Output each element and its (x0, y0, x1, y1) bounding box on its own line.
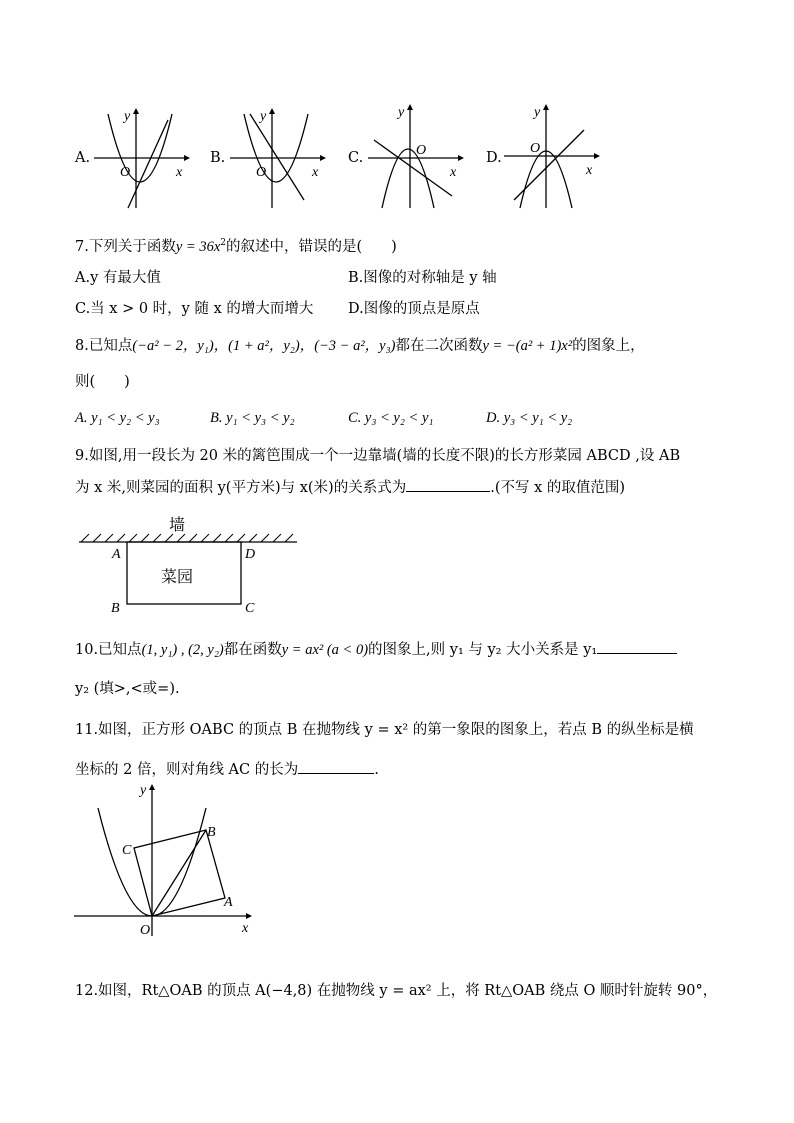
q7-option-a: A.y 有最大值 (75, 270, 161, 286)
origin-label: O (530, 141, 541, 156)
graph-option-a (92, 100, 202, 210)
q7-option-b: B.图像的对称轴是 y 轴 (348, 270, 497, 286)
point-d-label: D (245, 547, 256, 562)
q8-option-b: B. y₁ < y₃ < y₂ (210, 410, 295, 426)
answer-blank[interactable] (298, 759, 374, 774)
parabola-square-diagram (72, 780, 262, 940)
garden-diagram (75, 508, 305, 620)
option-label-b: B. (210, 150, 226, 166)
x-axis-label: x (312, 165, 319, 180)
wall-label: 墙 (169, 517, 186, 534)
q10-line1: 10.已知点(1, y₁) , (2, y₂)都在函数y = ax² (a < 0)的图象上,则 y₁ 与 y₂ 大小关系是 y₁ (75, 639, 677, 660)
point-b-label: B (207, 825, 216, 840)
point-b-label: B (111, 601, 120, 616)
q9-line1: 9.如图,用一段长为 20 米的篱笆围成一个一边靠墙(墙的长度不限)的长方形菜园 ABCD ,设 AB (75, 448, 681, 464)
point-a-label: A (112, 547, 121, 562)
q8-option-c: C. y₃ < y₂ < y₁ (348, 410, 434, 426)
x-axis-label: x (242, 921, 249, 936)
q8-option-a: A. y₁ < y₂ < y₃ (75, 410, 160, 426)
q11-line2: 坐标的 2 倍，则对角线 AC 的长为 . (75, 759, 379, 780)
y-axis-label: y (260, 109, 267, 124)
option-label-d: D. (486, 150, 502, 166)
graph-option-d (502, 100, 612, 210)
graph-option-b (228, 100, 338, 210)
x-axis-label: x (176, 165, 183, 180)
origin-label: O (120, 165, 131, 180)
origin-label: O (416, 143, 427, 158)
graph-option-c (366, 100, 476, 210)
q10-line2: y₂ (填>,<或=). (75, 681, 180, 697)
q9-line2: 为 x 米,则菜园的面积 y(平方米)与 x(米)的关系式为 .(不写 x 的取值范围) (75, 477, 625, 498)
q8-line2: 则( ) (75, 374, 130, 390)
q12-line1: 12.如图，Rt△OAB 的顶点 A(−4,8) 在抛物线 y = ax² 上，将 Rt△OAB 绕点 O 顺时针旋转 90°， (75, 983, 718, 999)
q7-stem: 7.下列关于函数$y = 36x^2$的叙述中，错误的是( ) (75, 238, 397, 255)
q8-stem: 8.已知点(−a² − 2，y₁)，(1 + a²，y₂)，(−3 − a²，y₃)都在二次函数y = −(a² + 1)x²的图象上， (75, 338, 645, 354)
origin-label: O (256, 165, 267, 180)
x-axis-label: x (450, 165, 457, 180)
y-axis-label: y (140, 783, 147, 798)
x-axis-label: x (586, 163, 593, 178)
q11-line1: 11.如图，正方形 OABC 的顶点 B 在抛物线 y = x² 的第一象限的图象上，若点 B 的纵坐标是横 (75, 722, 694, 738)
q7-option-d: D.图像的顶点是原点 (348, 301, 480, 317)
y-axis-label: y (124, 109, 131, 124)
point-a-label: A (224, 895, 233, 910)
option-label-c: C. (348, 150, 364, 166)
q7-option-c: C.当 x > 0 时，y 随 x 的增大而增大 (75, 301, 314, 317)
point-c-label: C (245, 601, 255, 616)
origin-label: O (140, 923, 151, 938)
point-c-label: C (122, 843, 132, 858)
answer-blank[interactable] (597, 639, 677, 654)
y-axis-label: y (398, 105, 405, 120)
y-axis-label: y (534, 105, 541, 120)
answer-blank[interactable] (406, 477, 490, 492)
q8-option-d: D. y₃ < y₁ < y₂ (486, 410, 573, 426)
garden-label: 菜园 (161, 569, 194, 586)
option-label-a: A. (75, 150, 91, 166)
